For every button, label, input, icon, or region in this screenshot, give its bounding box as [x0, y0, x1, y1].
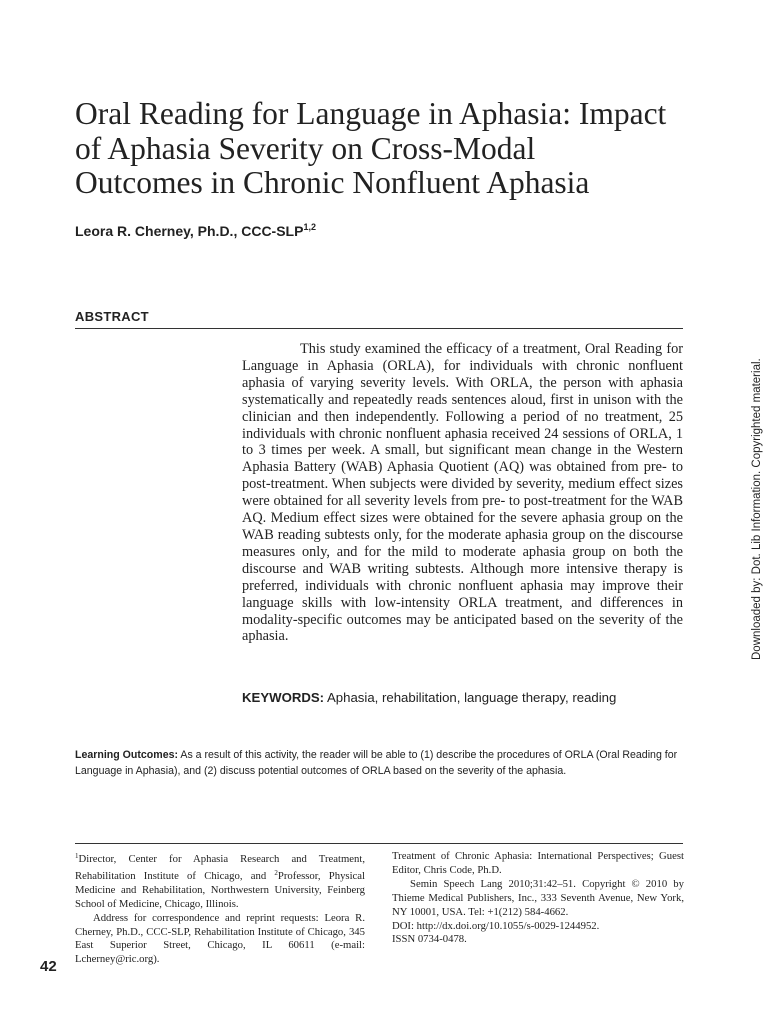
download-watermark-text: Downloaded by: Dot. Lib Information. Copyrighted material.	[751, 358, 763, 660]
affiliation-footnote	[75, 850, 365, 967]
citation-info: Semin Speech Lang 2010;31:42–51. Copyright © 2010 by Thieme Medical Publishers, Inc., 333 Seventh Avenue, New York, NY 10001, USA. Tel: +1(212) 584-4662.	[392, 877, 684, 918]
learning-outcomes	[75, 748, 687, 779]
title-line: Oral Reading for Language in Aphasia: Impact	[75, 96, 667, 131]
keywords-label: KEYWORDS:	[242, 690, 325, 705]
doi: DOI: http://dx.doi.org/10.1055/s-0029-1244952.	[392, 919, 600, 932]
author-name: Leora R. Cherney, Ph.D., CCC-SLP	[75, 223, 304, 239]
abstract-text: This study examined the efficacy of a treatment, Oral Reading for Language in Aphasia (ORLA), for individuals with chronic nonfluent aphasia of varying severity levels. With ORLA, the person with aphasia systematically and repeatedly reads sentences aloud, first in unison with the clinician and then independently. Following a period of no treatment, 25 individuals with chronic nonfluent aphasia received 24 sessions of ORLA, 1 to 3 times per week. A small, but significant mean change in the Western Aphasia Battery (WAB) Aphasia Quotient (AQ) was obtained from pre- to post-treatment. When subjects were divided by severity, medium effect sizes were obtained for all severity levels from pre- to post-treatment for the WAB AQ. Medium effect sizes were obtained for the severe aphasia group on the WAB reading subtests only, for the moderate aphasia group on the discourse measures only, and for the mild to moderate aphasia group on both the discourse and WAB writing subtests. Although more intensive therapy is preferred, individuals with chronic nonfluent aphasia may improve their language skills with low-intensity ORLA treatment, and differences in modality-specific outcomes may be anticipated based on the severity of the aphasia.	[242, 341, 683, 645]
title-line: Outcomes in Chronic Nonfluent Aphasia	[75, 165, 590, 200]
page-number: 42	[40, 958, 57, 975]
affiliation-text	[75, 853, 365, 910]
affiliation-1: Director, Center for Aphasia Research and Treatment, Rehabilitation Institute of Chicago, and	[75, 853, 365, 882]
publication-footnote	[392, 850, 684, 947]
affiliation-2: Professor, Physical Medicine and Rehabilitation, Northwestern University, Feinberg School of Medicine, Chicago, Illinois.	[75, 869, 365, 910]
footnote-rule	[75, 843, 683, 844]
issn: ISSN 0734-0478.	[392, 933, 467, 946]
abstract-heading: ABSTRACT	[75, 309, 149, 324]
title-line: of Aphasia Severity on Cross-Modal	[75, 130, 536, 166]
affiliation-mark-2: 2	[274, 868, 278, 877]
author-line	[75, 222, 316, 239]
affiliation-mark-1: 1	[75, 852, 79, 860]
author-affiliation-marks: 1,2	[303, 222, 316, 232]
keywords	[242, 690, 692, 705]
learning-outcomes-label: Learning Outcomes:	[75, 749, 179, 761]
keywords-text: Aphasia, rehabilitation, language therapy, reading	[327, 690, 617, 705]
article-title	[75, 97, 715, 201]
abstract-rule	[75, 328, 683, 329]
issue-info: Treatment of Chronic Aphasia: International Perspectives; Guest Editor, Chris Code, Ph.D.	[392, 850, 684, 876]
correspondence-address: Address for correspondence and reprint requests: Leora R. Cherney, Ph.D., CCC-SLP, Rehabilitation Institute of Chicago, 345 East Superior Street, Chicago, IL 60611 (e-mail: Lcherney@ric.org).	[75, 911, 365, 966]
learning-outcomes-text: As a result of this activity, the reader will be able to (1) describe the procedures of ORLA (Oral Reading for Language in Aphasia), and (2) discuss potential outcomes of ORLA based on the severity of the aphasia.	[75, 749, 678, 777]
